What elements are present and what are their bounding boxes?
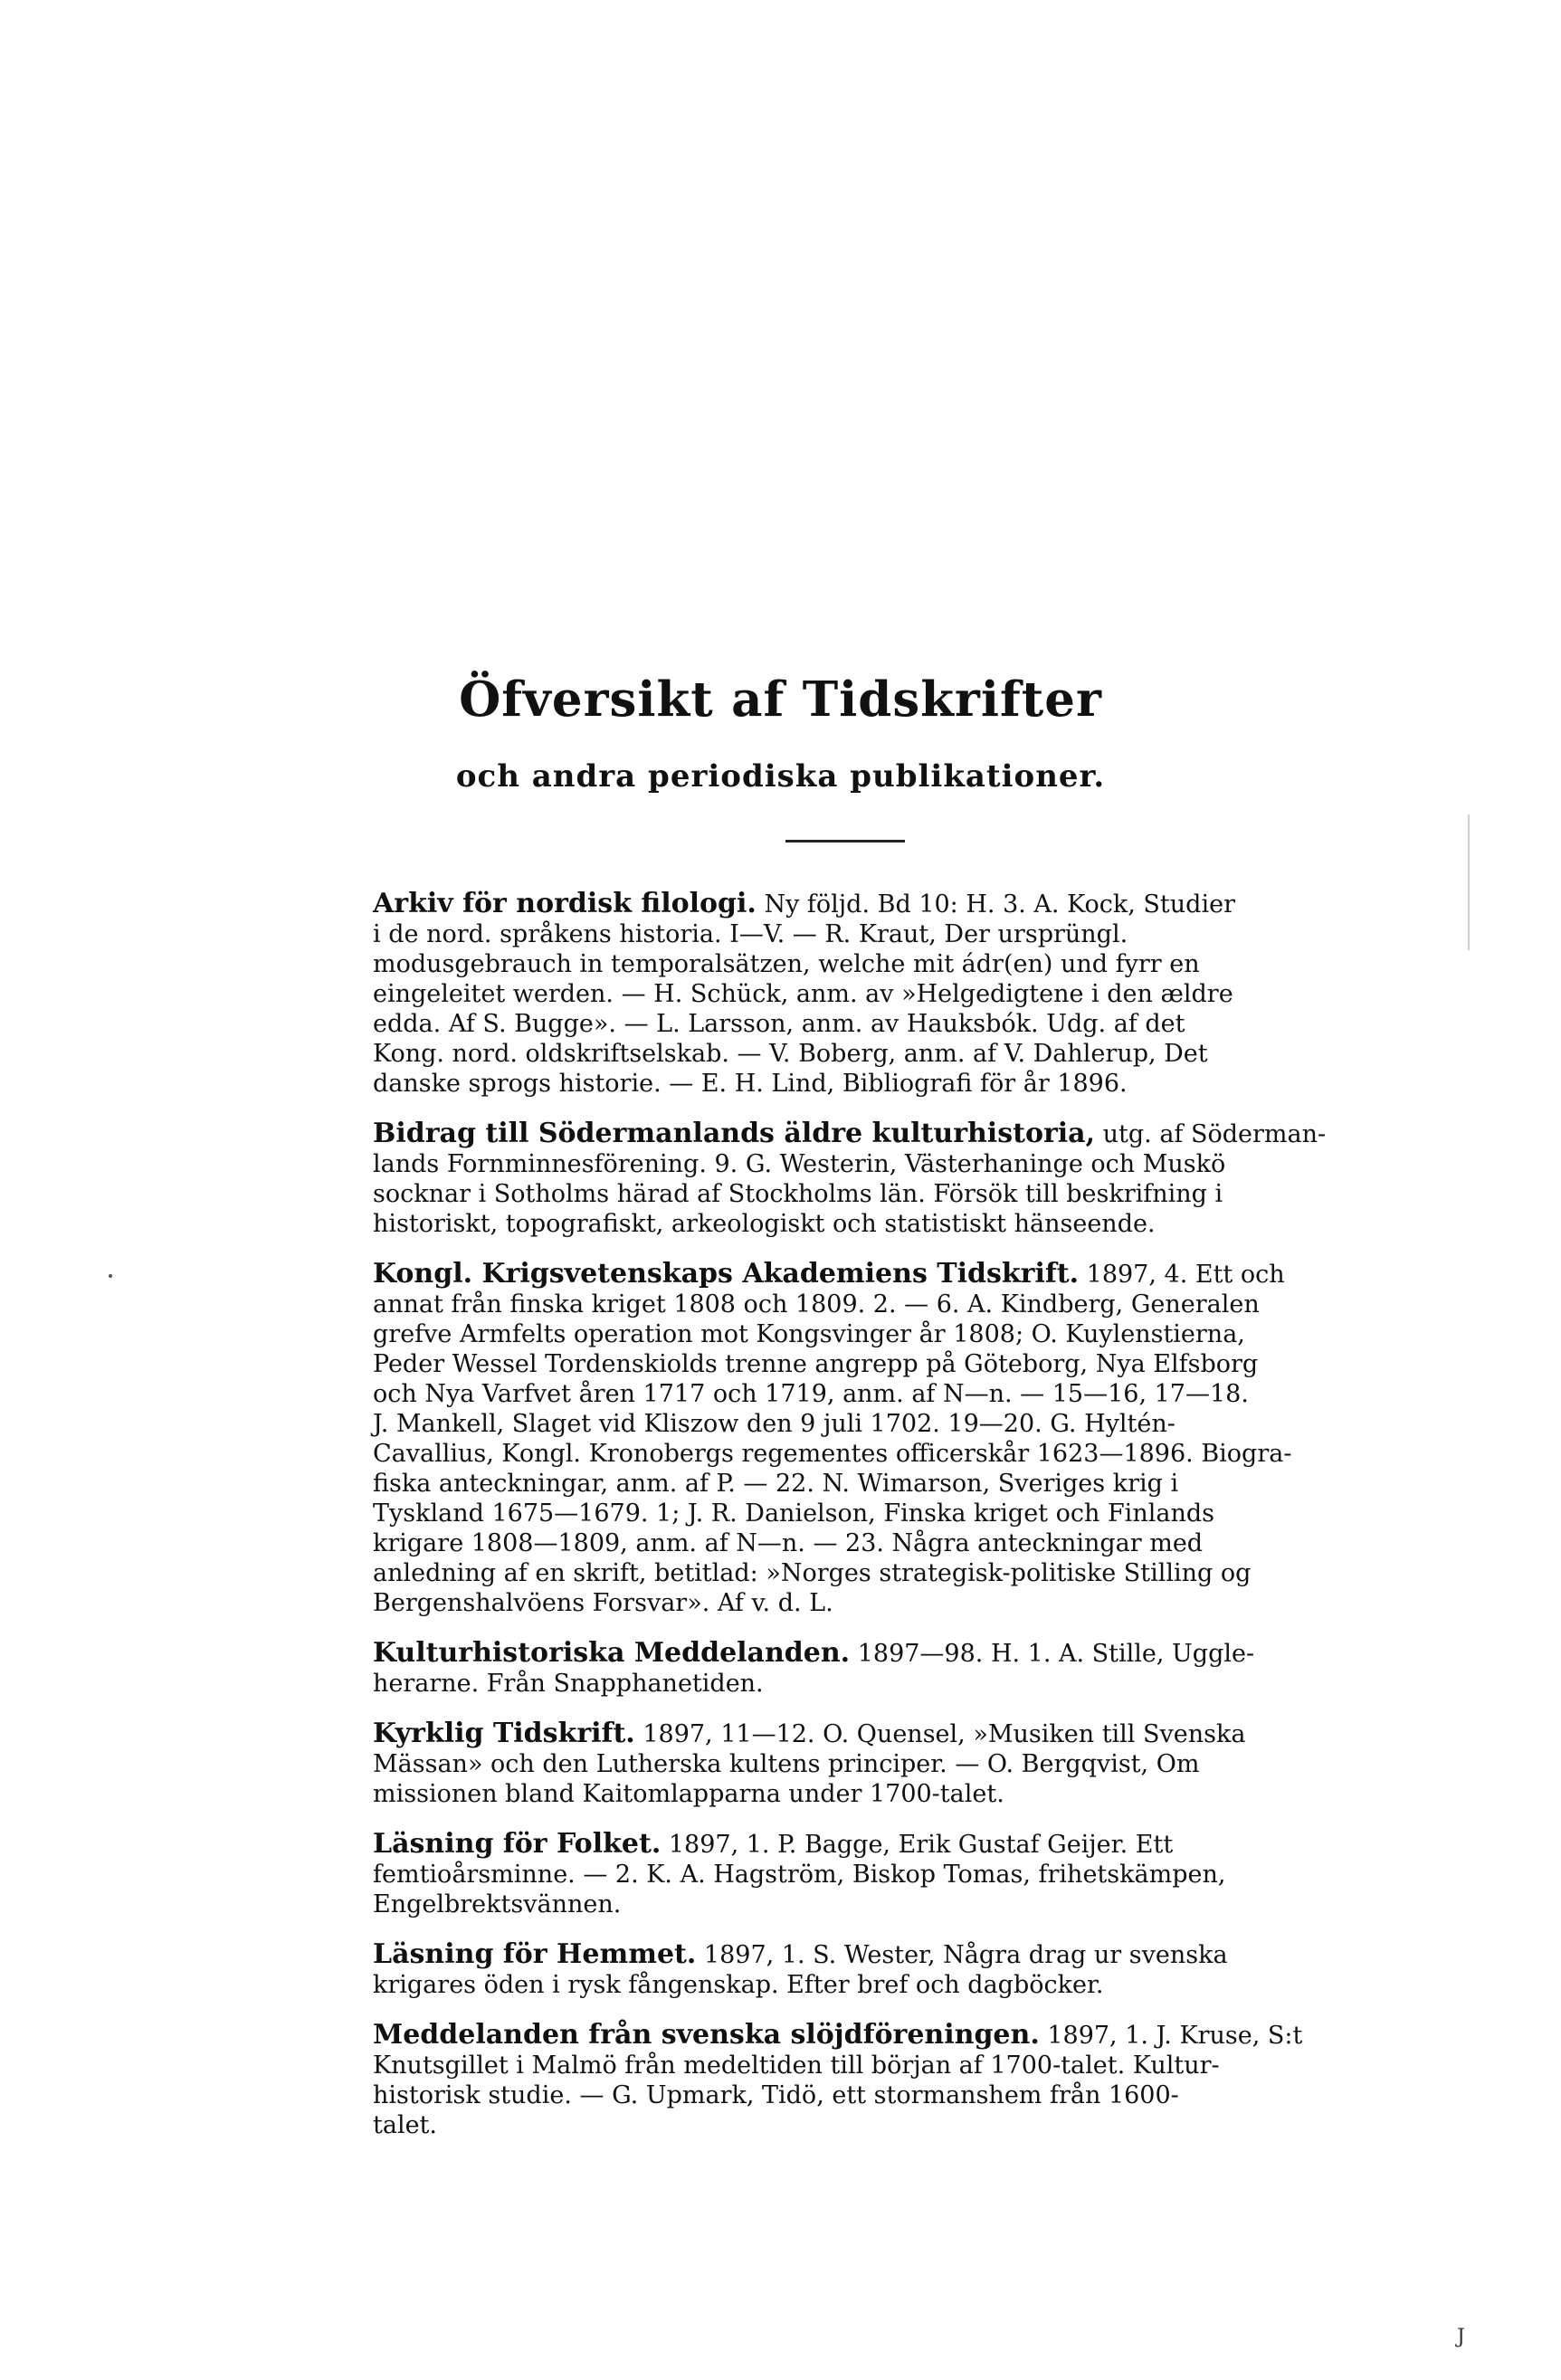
entry-text: historisk studie. — G. Upmark, Tidö, ett stormanshem från 1600- (373, 2081, 1179, 2109)
entry-line (373, 1009, 1368, 1039)
title-divider (785, 840, 905, 843)
journal-entry (373, 1829, 1368, 1919)
entry-line (373, 1499, 1368, 1528)
entry-line (373, 1119, 1368, 1149)
entry-text: femtioårsminne. — 2. K. A. Hagström, Biskop Tomas, frihetskämpen, (373, 1861, 1226, 1889)
entry-line (373, 1069, 1368, 1099)
scan-edge-line (1468, 814, 1470, 950)
entry-text: 1897, 11—12. O. Quensel, »Musiken till Svenska (634, 1720, 1246, 1748)
entry-text: socknar i Sotholms härad af Stockholms län. Försök till beskrifning i (373, 1180, 1223, 1208)
speck-mark (109, 1274, 112, 1278)
entry-line (373, 1669, 1368, 1699)
entry-line (373, 1970, 1368, 2000)
journal-entry (373, 1259, 1368, 1618)
journal-title: Kulturhistoriska Meddelanden. (373, 1637, 851, 1669)
entry-text: krigares öden i rysk fångenskap. Efter bref och dagböcker. (373, 1971, 1104, 1999)
entry-line (373, 1860, 1368, 1890)
journal-title: Meddelanden från svenska slöjdföreningen. (373, 2019, 1040, 2051)
entry-text: Tyskland 1675—1679. 1; J. R. Danielson, Finska kriget och Finlands (373, 1499, 1214, 1528)
entry-text: 1897, 1. J. Kruse, S:t (1039, 2022, 1303, 2050)
entry-line (373, 1469, 1368, 1499)
entry-line (373, 2110, 1368, 2140)
journal-title: Kyrklig Tidskrift. (373, 1718, 635, 1749)
entry-text: Cavallius, Kongl. Kronobergs regementes officerskår 1623—1896. Biogra- (373, 1440, 1292, 1468)
journal-entry (373, 1119, 1368, 1239)
entry-line (373, 1558, 1368, 1588)
entry-text: lands Fornminnesförening. 9. G. Westerin, Västerhaninge och Muskö (373, 1150, 1226, 1178)
entry-text: Ny följd. Bd 10: H. 3. A. Kock, Studier (756, 890, 1235, 919)
entry-list (373, 889, 1368, 2160)
entry-text: 1897—98. H. 1. A. Stille, Uggle- (850, 1640, 1255, 1668)
journal-entry (373, 1718, 1368, 1809)
entry-text: modusgebrauch in temporalsätzen, welche mit ádr(en) und fyrr en (373, 950, 1200, 978)
entry-text: edda. Af S. Bugge». — L. Larsson, anm. av Hauksbók. Udg. af det (373, 1010, 1185, 1038)
entry-text: Bergenshalvöens Forsvar». Af v. d. L. (373, 1589, 833, 1617)
journal-title: Läsning för Hemmet. (373, 1938, 697, 1970)
entry-text: Mässan» och den Lutherska kultens principer. — O. Bergqvist, Om (373, 1750, 1200, 1778)
entry-text: Peder Wessel Tordenskiolds trenne angrepp på Göteborg, Nya Elfsborg (373, 1350, 1259, 1378)
journal-title: Kongl. Krigsvetenskaps Akademiens Tidskrift. (373, 1258, 1080, 1290)
entry-line (373, 1749, 1368, 1779)
entry-text: eingeleitet werden. — H. Schück, anm. av »Helgedigtene i den ældre (373, 980, 1233, 1008)
entry-line (373, 1409, 1368, 1439)
entry-line (373, 1259, 1368, 1290)
journal-entry (373, 1638, 1368, 1699)
page-subtitle: och andra periodiska publikationer. (455, 758, 1106, 795)
entry-text: missionen bland Kaitomlapparna under 1700-talet. (373, 1780, 1004, 1808)
entry-text: krigare 1808—1809, anm. af N—n. — 23. Några anteckningar med (373, 1529, 1204, 1557)
entry-line (373, 1039, 1368, 1069)
entry-text: danske sprogs historie. — E. H. Lind, Bibliografi för år 1896. (373, 1070, 1128, 1098)
entry-text: och Nya Varfvet åren 1717 och 1719, anm. af N—n. — 15—16, 17—18. (373, 1380, 1249, 1408)
entry-line (373, 889, 1368, 919)
entry-line (373, 949, 1368, 979)
entry-text: Kong. nord. oldskriftselskab. — V. Boberg, anm. af V. Dahlerup, Det (373, 1040, 1208, 1068)
journal-title: Läsning för Folket. (373, 1828, 662, 1860)
entry-line (373, 2051, 1368, 2080)
entry-text: talet. (373, 2111, 437, 2139)
entry-text: 1897, 1. P. Bagge, Erik Gustaf Geijer. Ett (661, 1831, 1174, 1859)
entry-text: grefve Armfelts operation mot Kongsvinger år 1808; O. Kuylenstierna, (373, 1320, 1245, 1348)
entry-text: anledning af en skrift, betitlad: »Norges strategisk-politiske Stilling og (373, 1559, 1252, 1587)
entry-line (373, 1638, 1368, 1669)
entry-line (373, 979, 1368, 1009)
entry-line (373, 1349, 1368, 1379)
page-title: Öfversikt af Tidskrifter (459, 671, 1102, 728)
entry-text: Knutsgillet i Malmö från medeltiden till början af 1700-talet. Kultur- (373, 2052, 1220, 2080)
entry-line (373, 1290, 1368, 1319)
entry-text: 1897, 1. S. Wester, Några drag ur svenska (696, 1941, 1228, 1969)
entry-text: annat från finska kriget 1808 och 1809. 2. — 6. A. Kindberg, Generalen (373, 1290, 1260, 1319)
entry-line (373, 1939, 1368, 1970)
entry-text: herarne. Från Snapphanetiden. (373, 1670, 764, 1698)
journal-title: Arkiv för nordisk filologi. (373, 888, 757, 919)
entry-line (373, 1718, 1368, 1749)
entry-line (373, 2080, 1368, 2110)
journal-entry (373, 889, 1368, 1099)
entry-text: J. Mankell, Slaget vid Kliszow den 9 juli 1702. 19—20. G. Hyltén- (373, 1410, 1176, 1438)
journal-entry (373, 1939, 1368, 2000)
entry-text: 1897, 4. Ett och (1079, 1261, 1285, 1289)
entry-text: utg. af Söderman- (1095, 1120, 1327, 1148)
entry-line (373, 1829, 1368, 1860)
entry-line (373, 1319, 1368, 1349)
entry-text: Engelbrektsvännen. (373, 1890, 622, 1918)
entry-text: i de nord. språkens historia. I—V. — R. Kraut, Der ursprüngl. (373, 920, 1128, 948)
entry-line (373, 1179, 1368, 1209)
entry-line (373, 1379, 1368, 1409)
entry-text: historiskt, topografiskt, arkeologiskt och statistiskt hänseende. (373, 1210, 1156, 1238)
entry-line (373, 1528, 1368, 1558)
entry-line (373, 1779, 1368, 1809)
journal-entry (373, 2020, 1368, 2140)
entry-line (373, 1149, 1368, 1179)
entry-line (373, 1890, 1368, 1919)
journal-title: Bidrag till Södermanlands äldre kulturhistoria, (373, 1118, 1096, 1149)
entry-line (373, 2020, 1368, 2051)
entry-line (373, 1439, 1368, 1469)
entry-line (373, 919, 1368, 949)
entry-text: fiska anteckningar, anm. af P. — 22. N. Wimarson, Sveriges krig i (373, 1470, 1179, 1498)
corner-mark: J (1457, 2326, 1465, 2348)
entry-line (373, 1588, 1368, 1618)
entry-line (373, 1209, 1368, 1239)
